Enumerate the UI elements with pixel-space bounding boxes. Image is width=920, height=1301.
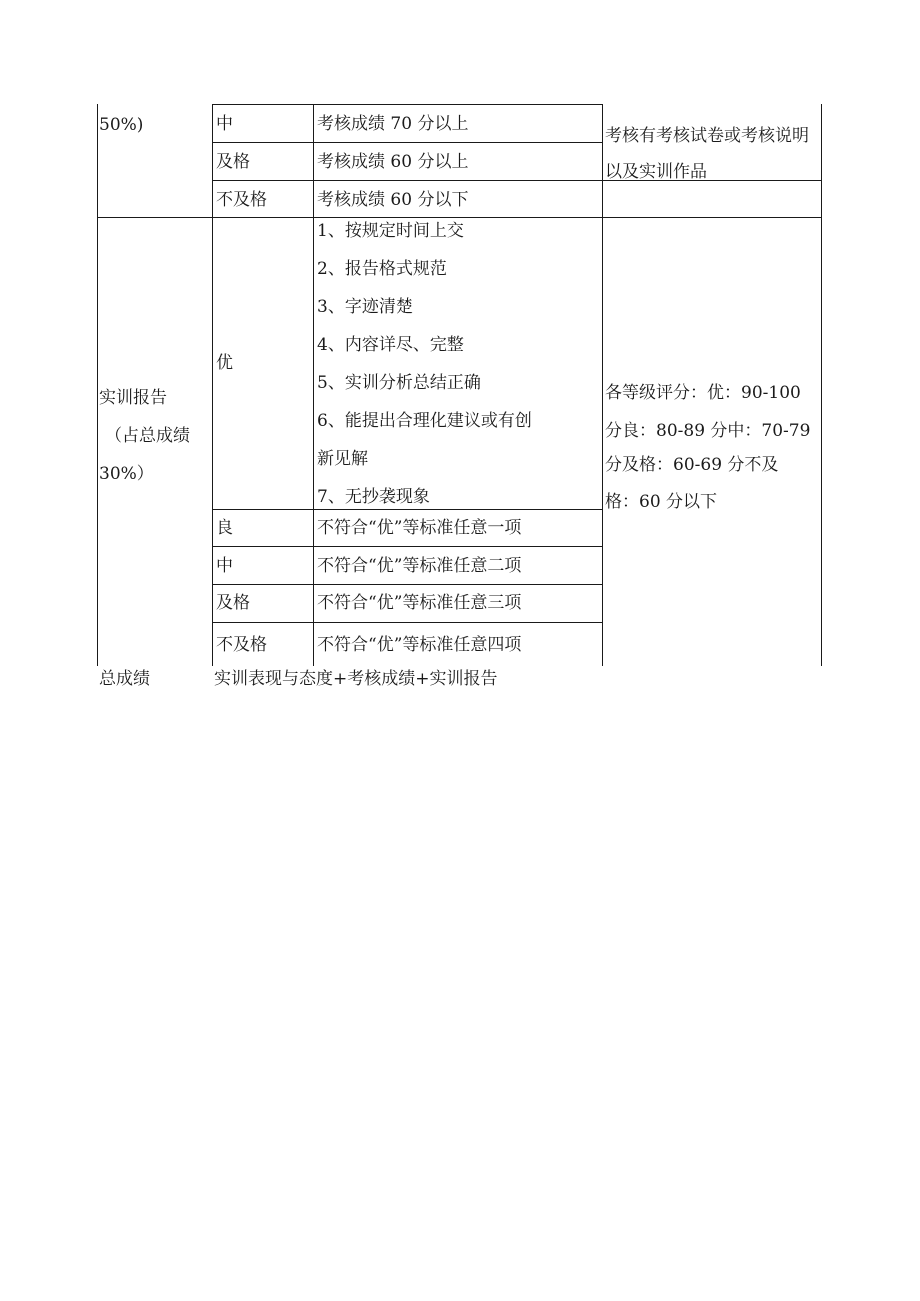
- criterion-line: 5、实训分析总结正确: [317, 373, 481, 393]
- criterion-cell: 考核成绩 60 分以下: [317, 190, 469, 210]
- category-label: （占总成绩: [105, 426, 190, 446]
- criterion-cell: 考核成绩 70 分以上: [317, 114, 469, 134]
- criterion-line: 1、按规定时间上交: [317, 221, 464, 241]
- table-divider-criterion: [313, 104, 314, 666]
- top-note-cell: 考核有考核试卷或考核说明以及实训作品: [605, 126, 809, 182]
- criterion-cell: 考核成绩 60 分以上: [317, 152, 469, 172]
- category-label: 实训报告: [99, 388, 167, 408]
- table-border-left: [97, 104, 98, 666]
- grade-cell: 不及格: [216, 190, 267, 210]
- grade-cell: 优: [216, 353, 233, 373]
- criterion-line: 新见解: [317, 449, 368, 469]
- criterion-cell: 不符合“优”等标准任意一项: [317, 518, 522, 538]
- row-border: [212, 509, 603, 510]
- criterion-line: 7、无抄袭现象: [317, 487, 430, 507]
- row-border: [212, 584, 603, 585]
- row-border: [212, 622, 603, 623]
- grade-cell: 不及格: [216, 635, 267, 655]
- table-border-right: [821, 104, 822, 666]
- row-border: [212, 546, 603, 547]
- criterion-line: 4、内容详尽、完整: [317, 335, 464, 355]
- grade-cell: 良: [216, 518, 233, 538]
- score-note-line: 格：60 分以下: [605, 492, 718, 512]
- row-border: [212, 142, 603, 143]
- criterion-cell: 不符合“优”等标准任意四项: [317, 635, 522, 655]
- criterion-line: 3、字迹清楚: [317, 297, 413, 317]
- criterion-cell: 不符合“优”等标准任意二项: [317, 556, 522, 576]
- total-formula: 实训表现与态度+考核成绩+实训报告: [214, 669, 498, 689]
- table-divider-note: [602, 104, 603, 666]
- total-label: 总成绩: [99, 669, 150, 689]
- criterion-line: 2、报告格式规范: [317, 259, 447, 279]
- criterion-line: 6、能提出合理化建议或有创: [317, 411, 532, 431]
- row-border: [212, 104, 603, 105]
- grade-cell: 及格: [216, 593, 250, 613]
- table-divider-grade: [212, 104, 213, 666]
- grade-cell: 中: [216, 556, 233, 576]
- score-note-line: 分良：80-89 分中：70-79: [605, 421, 811, 441]
- criterion-cell: 不符合“优”等标准任意三项: [317, 593, 522, 613]
- category-tail: 50%): [99, 115, 144, 135]
- grade-cell: 及格: [216, 152, 250, 172]
- score-note-line: 各等级评分：优：90-100: [605, 383, 801, 403]
- category-label: 30%）: [99, 464, 154, 484]
- grade-cell: 中: [216, 114, 233, 134]
- score-note-line: 分及格：60-69 分不及: [605, 455, 779, 475]
- section-border: [97, 217, 822, 218]
